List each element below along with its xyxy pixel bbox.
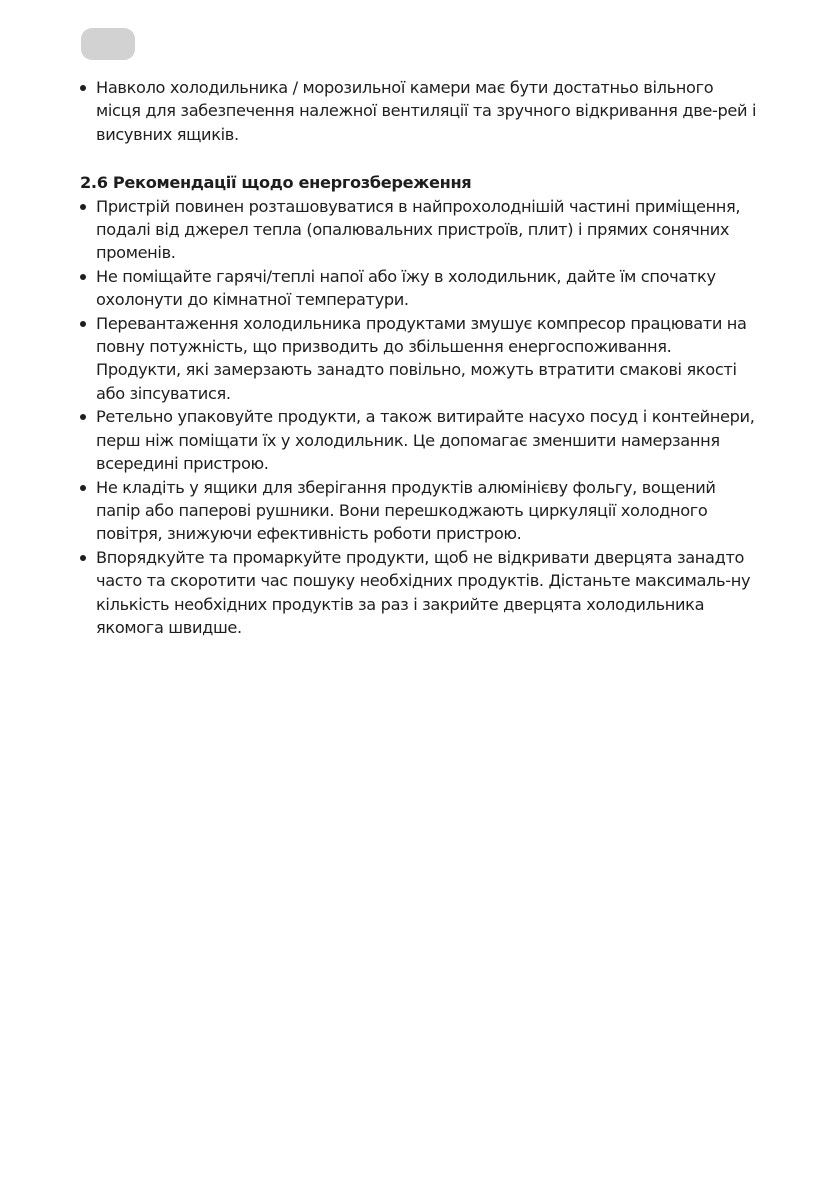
bullet-icon	[80, 274, 86, 280]
list-item	[80, 405, 760, 475]
page-number-tab	[81, 28, 135, 60]
bullet-icon	[80, 555, 86, 561]
list-item-text: Ретельно упаковуйте продукти, а також витирайте насухо посуд і контейнери, перш ніж поміщати їх у холодильник. Це допомагає зменшити намерзання всередині пристрою.	[96, 407, 755, 474]
list-item-text: Не поміщайте гарячі/теплі напої або їжу в холодильник, дайте їм спочатку охолонути до кімнатної температури.	[96, 266, 716, 310]
list-item-text: Не кладіть у ящики для зберігання продуктів алюмінієву фольгу, вощений папір або паперові рушники. Вони перешкоджають циркуляції холодного повітря, знижуючи ефективність роботи пристрою.	[96, 477, 716, 544]
intro-list	[80, 76, 760, 146]
list-item	[80, 265, 760, 312]
document-body	[80, 76, 760, 639]
list-item-text: Пристрій повинен розташовуватися в найпрохолоднішій частині приміщення, подалі від джерел тепла (опалювальних пристроїв, плит) і прямих сонячних променів.	[96, 196, 741, 263]
section-title: 2.6 Рекомендації щодо енергозбереження	[80, 173, 472, 193]
bullet-icon	[80, 85, 86, 91]
list-item	[80, 195, 760, 265]
list-item-text: Перевантаження холодильника продуктами змушує компресор працювати на повну потужність, що призводить до збільшення енергоспоживання. Продукти, які замерзають занадто повільно, можуть втратити смакові якості або зіпсуватися.	[96, 313, 747, 403]
bullet-icon	[80, 414, 86, 420]
list-item	[80, 312, 760, 406]
bullet-icon	[80, 204, 86, 210]
list-item	[80, 476, 760, 546]
bullet-icon	[80, 321, 86, 327]
list-item-text: Впорядкуйте та промаркуйте продукти, щоб не відкривати дверцята занадто часто та скоротити час пошуку необхідних продуктів. Дістаньте максималь-ну кількість необхідних продуктів за раз і закрийте дверцята холодильника якомога швидше.	[96, 547, 751, 637]
list-item	[80, 76, 760, 146]
bullet-icon	[80, 485, 86, 491]
list-item-text: Навколо холодильника / морозильної камери має бути достатньо вільного місця для забезпечення належної вентиляції та зручного відкривання две-рей і висувних ящиків.	[96, 78, 757, 144]
energy-saving-list	[80, 195, 760, 640]
list-item	[80, 546, 760, 640]
